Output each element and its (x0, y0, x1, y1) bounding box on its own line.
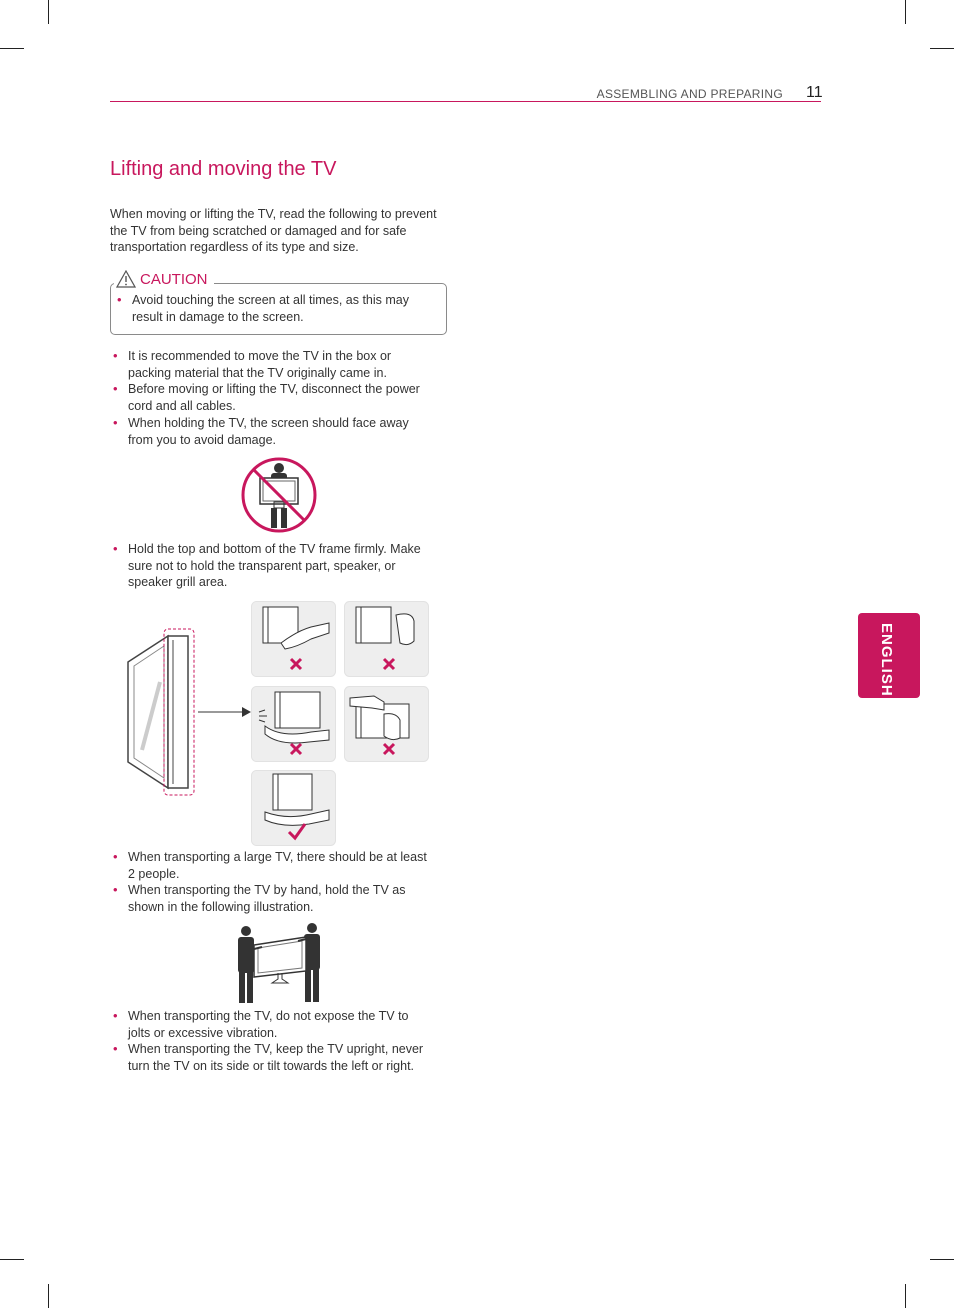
caution-list (114, 292, 436, 325)
list-item: • When holding the TV, the screen should face away from you to avoid damage. (110, 415, 430, 448)
crop-mark (0, 48, 24, 49)
page-title: Lifting and moving the TV (110, 158, 337, 180)
header-divider (110, 101, 821, 102)
list-item: • When transporting the TV, do not expose the TV to jolts or excessive vibration. (110, 1008, 430, 1041)
bullet-list-4 (110, 1008, 430, 1075)
language-tab (858, 613, 920, 698)
list-item: • When transporting the TV, keep the TV upright, never turn the TV on its side or tilt towards the left or right. (110, 1041, 430, 1074)
page-number: 11 (806, 84, 823, 101)
list-item: • Before moving or lifting the TV, disconnect the power cord and all cables. (110, 381, 430, 414)
section-name: ASSEMBLING AND PREPARING (596, 87, 783, 101)
list-item: • When transporting the TV by hand, hold the TV as shown in the following illustration. (110, 882, 430, 915)
crop-mark (0, 1259, 24, 1260)
language-tab-label: ENGLISH (878, 623, 895, 697)
list-item: • Hold the top and bottom of the TV frame firmly. Make sure not to hold the transparent part, speaker, or speaker grill area. (110, 541, 430, 591)
bullet-list-3 (110, 849, 430, 916)
crop-mark (905, 1284, 906, 1308)
crop-mark (930, 48, 954, 49)
grip-illustration-wrong-1 (251, 601, 336, 677)
list-item: • When transporting a large TV, there should be at least 2 people. (110, 849, 430, 882)
caution-label: CAUTION (140, 270, 208, 288)
grip-illustration-wrong-2 (344, 601, 429, 677)
screen-facing-prohibited-illustration (240, 456, 318, 534)
bullet-list-2 (110, 541, 430, 591)
crop-mark (48, 1284, 49, 1308)
warning-triangle-icon (116, 270, 136, 288)
intro-paragraph: When moving or lifting the TV, read the following to prevent the TV from being scratched or damaged and for safe transportation regardless of its type and size. (110, 207, 437, 255)
tv-side-view-illustration (124, 626, 254, 798)
crop-mark (930, 1259, 954, 1260)
two-person-carry-illustration (234, 921, 322, 1005)
caution-text: • Avoid touching the screen at all times, as this may result in damage to the screen. (114, 292, 436, 325)
crop-mark (905, 0, 906, 24)
grip-illustration-correct (251, 770, 336, 846)
crop-mark (48, 0, 49, 24)
bullet-list-1 (110, 348, 430, 448)
list-item: • It is recommended to move the TV in the box or packing material that the TV originally came in. (110, 348, 430, 381)
grip-illustration-wrong-4 (344, 686, 429, 762)
grip-illustration-wrong-3 (251, 686, 336, 762)
caution-heading (114, 270, 214, 288)
